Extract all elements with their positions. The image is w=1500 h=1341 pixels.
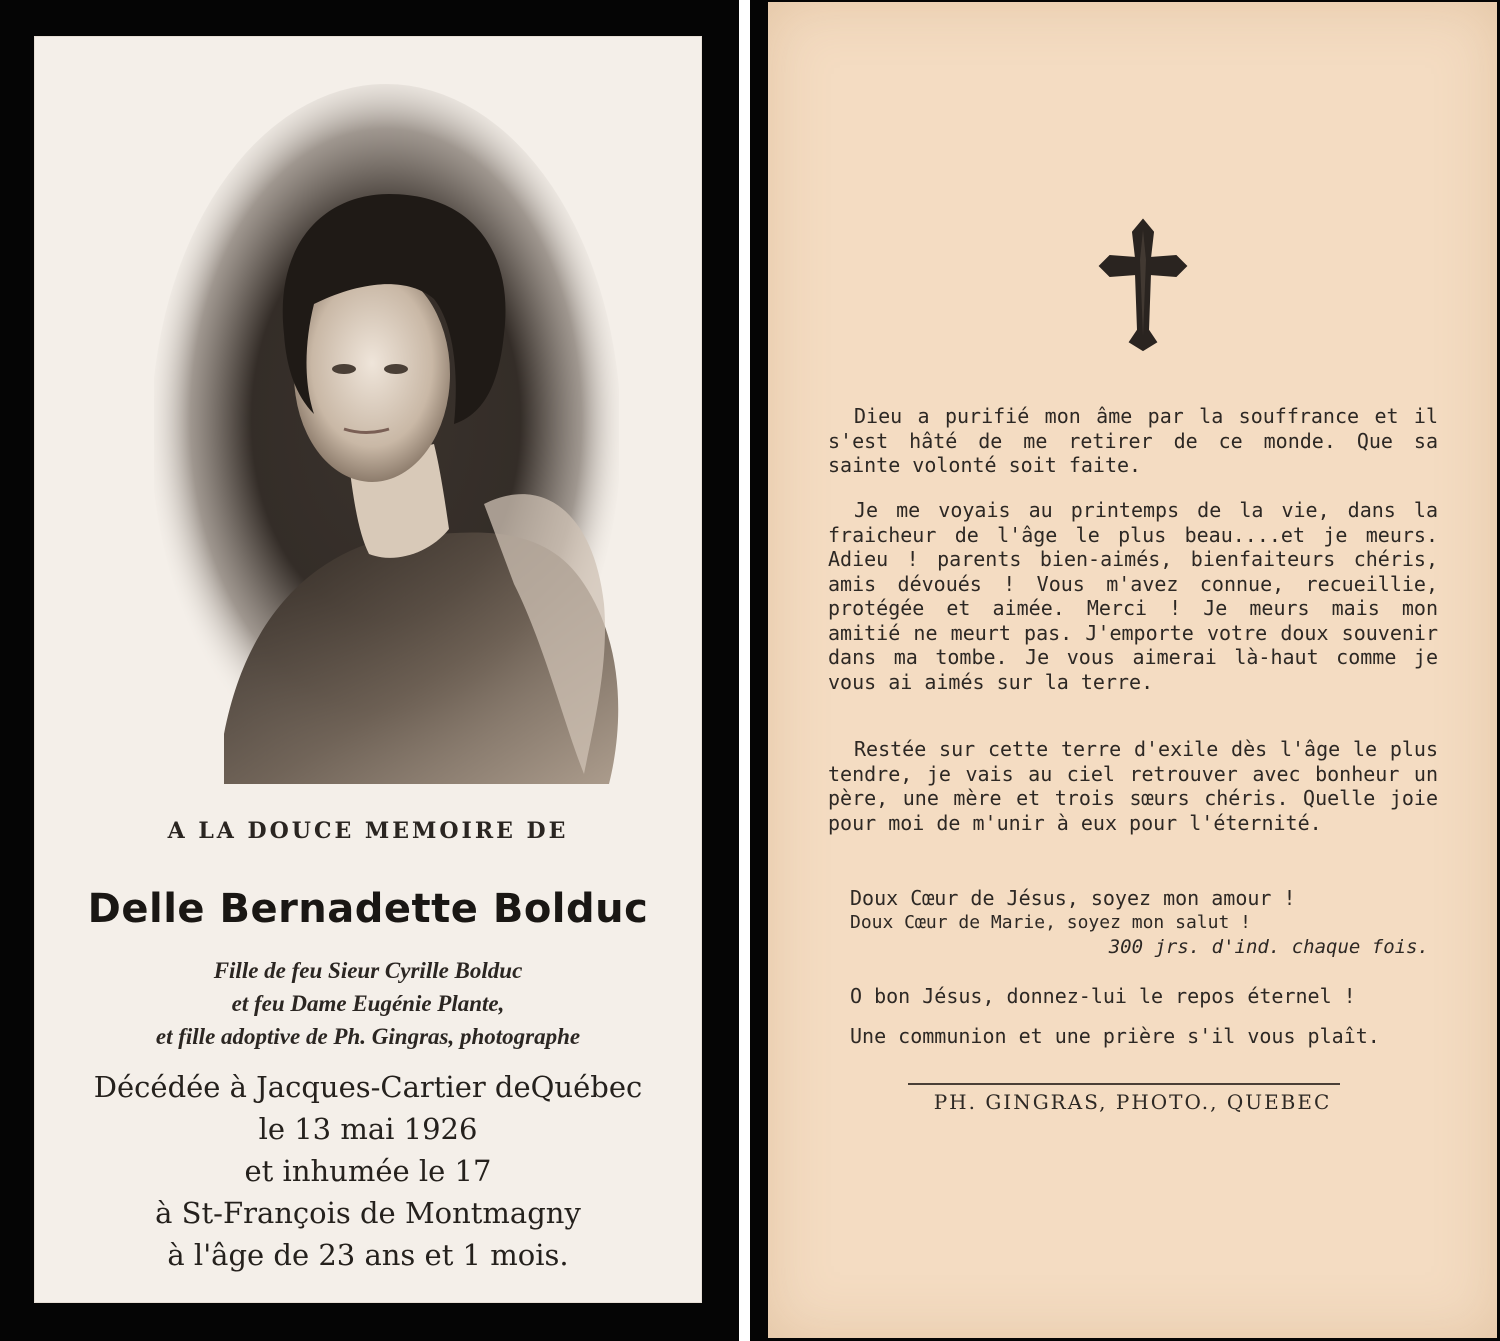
parents-line-2: et feu Dame Eugénie Plante,	[231, 991, 505, 1016]
death-line-4: à St-François de Montmagny	[155, 1196, 581, 1230]
portrait-photo	[154, 84, 619, 784]
cross-icon	[1098, 218, 1188, 352]
deceased-name: Delle Bernadette Bolduc	[87, 886, 649, 932]
prayer-sacred-heart: Doux Cœur de Jésus, soyez mon amour !	[850, 886, 1296, 910]
death-line-5: à l'âge de 23 ans et 1 mois.	[167, 1238, 569, 1272]
communion-request: Une communion et une prière s'il vous plaît.	[850, 1024, 1380, 1048]
paragraph-1: Dieu a purifié mon âme par la souffrance et il s'est hâté de me retirer de ce monde. Que sa sainte volonté soit faite.	[828, 404, 1438, 477]
memorial-heading: A LA DOUCE MEMOIRE DE	[167, 818, 569, 844]
memorial-card-back	[768, 2, 1497, 1338]
parents-line-3: et fille adoptive de Ph. Gingras, photographe	[155, 1024, 581, 1049]
paragraph-3: Restée sur cette terre d'exile dès l'âge le plus tendre, je vais au ciel retrouver avec bonheur un père, une mère et trois sœurs chéris. Quelle joie pour moi de m'unir à eux pour l'éternité.	[828, 737, 1438, 835]
memorial-card-front	[34, 36, 702, 1303]
paragraph-2: Je me voyais au printemps de la vie, dans la fraicheur de l'âge le plus beau....et je meurs. Adieu ! parents bien-aimés, bienfaiteurs chéris, amis dévoués ! Vous m'avez connue, recueillie, protégée et aimée. Merci ! Je meurs mais mon amitié ne meurt pas. J'emporte votre doux souvenir dans ma tombe. Je vous aimerai là-haut comme je vous ai aimés sur la terre.	[828, 498, 1438, 694]
prayer-eternal-rest: O bon Jésus, donnez-lui le repos éternel !	[850, 984, 1356, 1008]
parents-line-1: Fille de feu Sieur Cyrille Bolduc	[213, 958, 523, 983]
indulgence-note: 300 jrs. d'ind. chaque fois.	[1108, 936, 1429, 958]
prayer-immaculate-heart: Doux Cœur de Marie, soyez mon salut !	[850, 912, 1251, 933]
death-line-3: et inhumée le 17	[244, 1154, 492, 1188]
death-line-2: le 13 mai 1926	[258, 1112, 478, 1146]
divider-line	[908, 1083, 1340, 1085]
printer-credit: PH. GINGRAS, PHOTO., QUEBEC	[933, 1090, 1332, 1114]
death-line-1: Décédée à Jacques-Cartier deQuébec	[93, 1070, 643, 1104]
